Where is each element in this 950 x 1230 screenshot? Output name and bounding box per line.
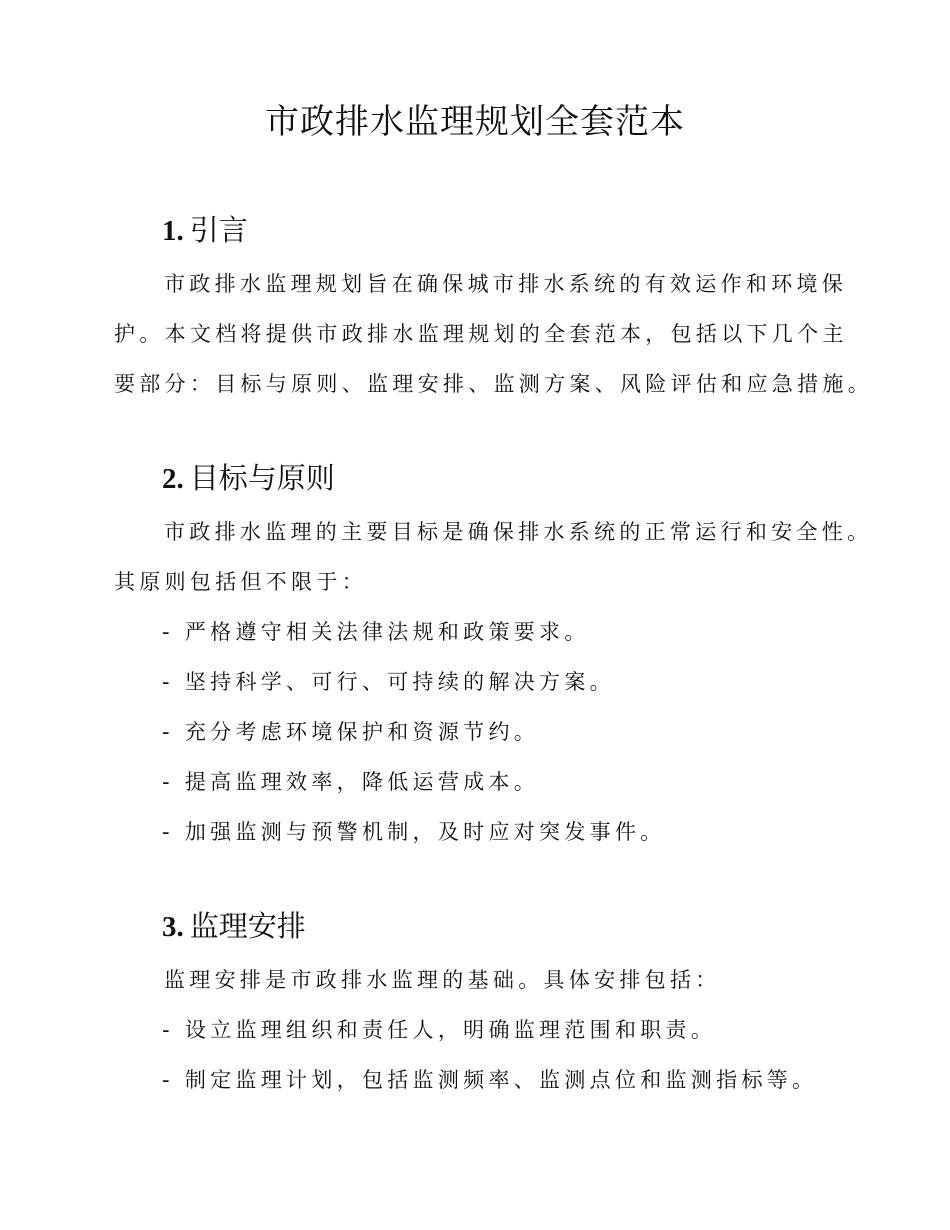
bullet-item: - 设立监理组织和责任人，明确监理范围和职责。: [162, 1018, 717, 1042]
paragraph-line: 监理安排是市政排水监理的基础。具体安排包括：: [164, 968, 721, 992]
bullet-item: - 提高监理效率，降低运营成本。: [162, 770, 540, 794]
bullet-item: - 严格遵守相关法律法规和政策要求。: [162, 620, 590, 644]
document-title: 市政排水监理规划全套范本: [265, 102, 685, 142]
section-number: 2.: [162, 463, 184, 495]
paragraph-line: 市政排水监理规划旨在确保城市排水系统的有效运作和环境保: [164, 272, 848, 296]
section-number: 1.: [162, 215, 184, 247]
paragraph-line: 护。本文档将提供市政排水监理规划的全套范本，包括以下几个主: [114, 322, 848, 346]
bullet-item: - 加强监测与预警机制，及时应对突发事件。: [162, 820, 666, 844]
section-title: 监理安排: [189, 909, 306, 943]
section-heading-goals-principles: [162, 458, 335, 499]
paragraph-line: 市政排水监理的主要目标是确保排水系统的正常运行和安全性。: [164, 520, 873, 544]
section-heading-supervision-arrangement: [162, 906, 306, 947]
section-title: 目标与原则: [189, 461, 335, 495]
section-heading-introduction: [162, 210, 248, 251]
paragraph-line: 其原则包括但不限于：: [114, 570, 367, 594]
bullet-item: - 制定监理计划，包括监测频率、监测点位和监测指标等。: [162, 1068, 818, 1092]
bullet-item: - 充分考虑环境保护和资源节约。: [162, 720, 540, 744]
bullet-item: - 坚持科学、可行、可持续的解决方案。: [162, 670, 615, 694]
section-title: 引言: [189, 213, 248, 247]
section-number: 3.: [162, 911, 184, 943]
paragraph-line: 要部分：目标与原则、监理安排、监测方案、风险评估和应急措施。: [114, 372, 873, 396]
